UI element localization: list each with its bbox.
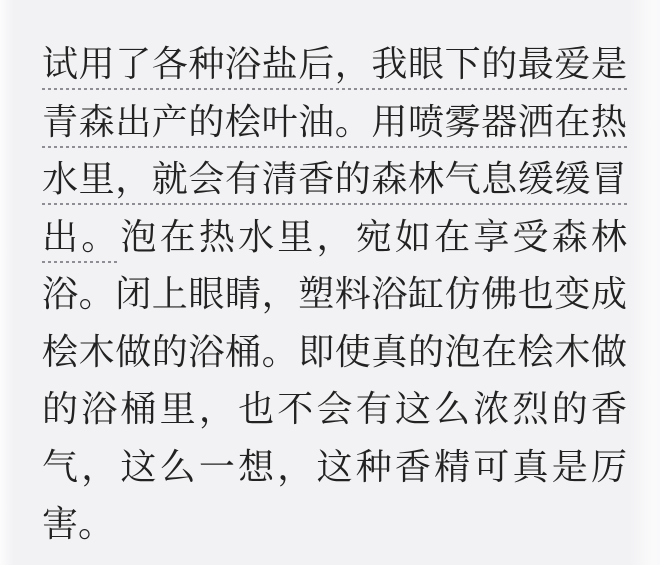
text-line — [42, 208, 627, 266]
text-segment: 的浴桶里，也不会有这么浓烈的香 — [42, 388, 627, 429]
underlined-text-segment: 试用了各种浴盐后，我眼下的最爱是 — [42, 43, 627, 90]
text-segment: 泡在热水里，宛如在享受森林 — [120, 215, 627, 257]
text-line — [42, 438, 627, 496]
text-segment: 桧木做的浴桶。即使真的泡在桧木做 — [42, 330, 627, 372]
text-line — [42, 265, 627, 323]
text-segment: 气，这么一想，这种香精可真是厉 — [42, 445, 627, 487]
text-segment: 害。 — [42, 503, 115, 544]
underlined-text-segment: 水里，就会有清香的森林气息缓缓冒 — [42, 158, 627, 205]
text-line — [42, 35, 627, 93]
underlined-text-segment: 青森出产的桧叶油。用喷雾器洒在热 — [42, 101, 627, 148]
text-line — [42, 93, 627, 151]
text-line — [42, 495, 627, 553]
text-segment: 浴。闭上眼睛，塑料浴缸仿佛也变成 — [42, 273, 627, 314]
underlined-text-segment: 出。 — [42, 216, 120, 263]
text-line — [42, 323, 627, 381]
text-line — [42, 150, 627, 208]
text-line — [42, 380, 627, 438]
